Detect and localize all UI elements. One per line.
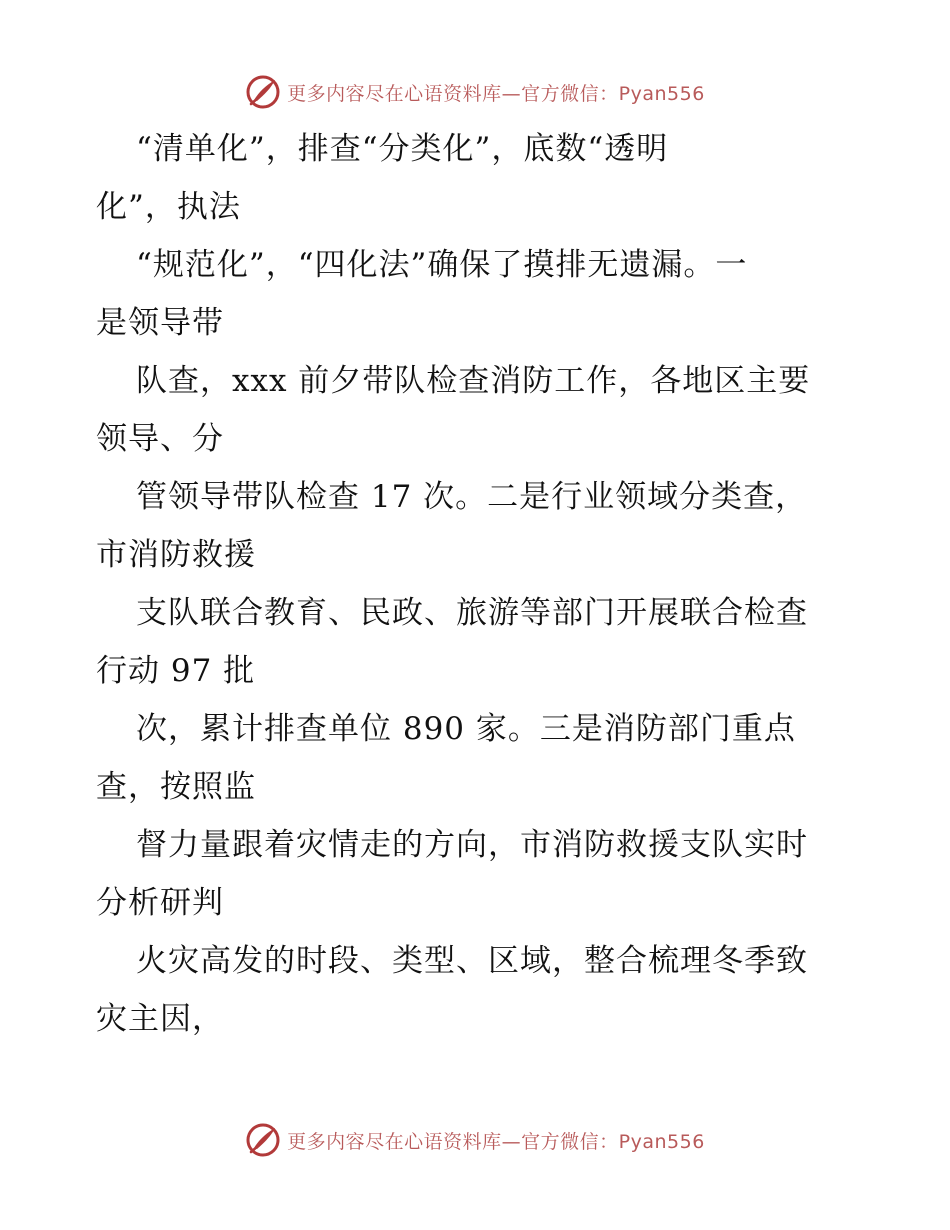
text-line: 市消防救援	[96, 537, 256, 573]
quill-logo-icon	[245, 1122, 281, 1158]
quill-logo-icon	[245, 74, 281, 110]
text-line: 督力量跟着灾情走的方向，市消防救援支队实时	[136, 827, 808, 863]
text-line: 管领导带队检查 17 次。二是行业领域分类查，	[136, 479, 808, 515]
text-line: 支队联合教育、民政、旅游等部门开展联合检查	[136, 595, 808, 631]
text-line: 是领导带	[96, 305, 224, 341]
text-line: 领导、分	[96, 421, 224, 457]
header-banner-text: 更多内容尽在心语资料库—官方微信：Pyan556	[287, 82, 705, 105]
text-line: 次，累计排查单位 890 家。三是消防部门重点	[136, 711, 796, 747]
text-line: “清单化”，排查“分类化”，底数“透明	[136, 131, 669, 167]
text-line: 化”，执法	[96, 189, 241, 225]
text-line: 分析研判	[96, 885, 224, 921]
text-line: 队查，xxx 前夕带队检查消防工作，各地区主要	[136, 363, 811, 399]
text-line: 火灾高发的时段、类型、区域，整合梳理冬季致	[136, 943, 808, 979]
document-body	[96, 120, 866, 1048]
text-line: 灾主因，	[96, 1001, 224, 1037]
footer-banner-text: 更多内容尽在心语资料库—官方微信：Pyan556	[287, 1130, 705, 1153]
text-line: 行动 97 批	[96, 653, 256, 689]
footer-banner	[0, 1118, 950, 1162]
header-banner	[0, 70, 950, 114]
text-line: 查，按照监	[96, 769, 256, 805]
text-line: “规范化”，“四化法”确保了摸排无遗漏。一	[136, 247, 748, 283]
